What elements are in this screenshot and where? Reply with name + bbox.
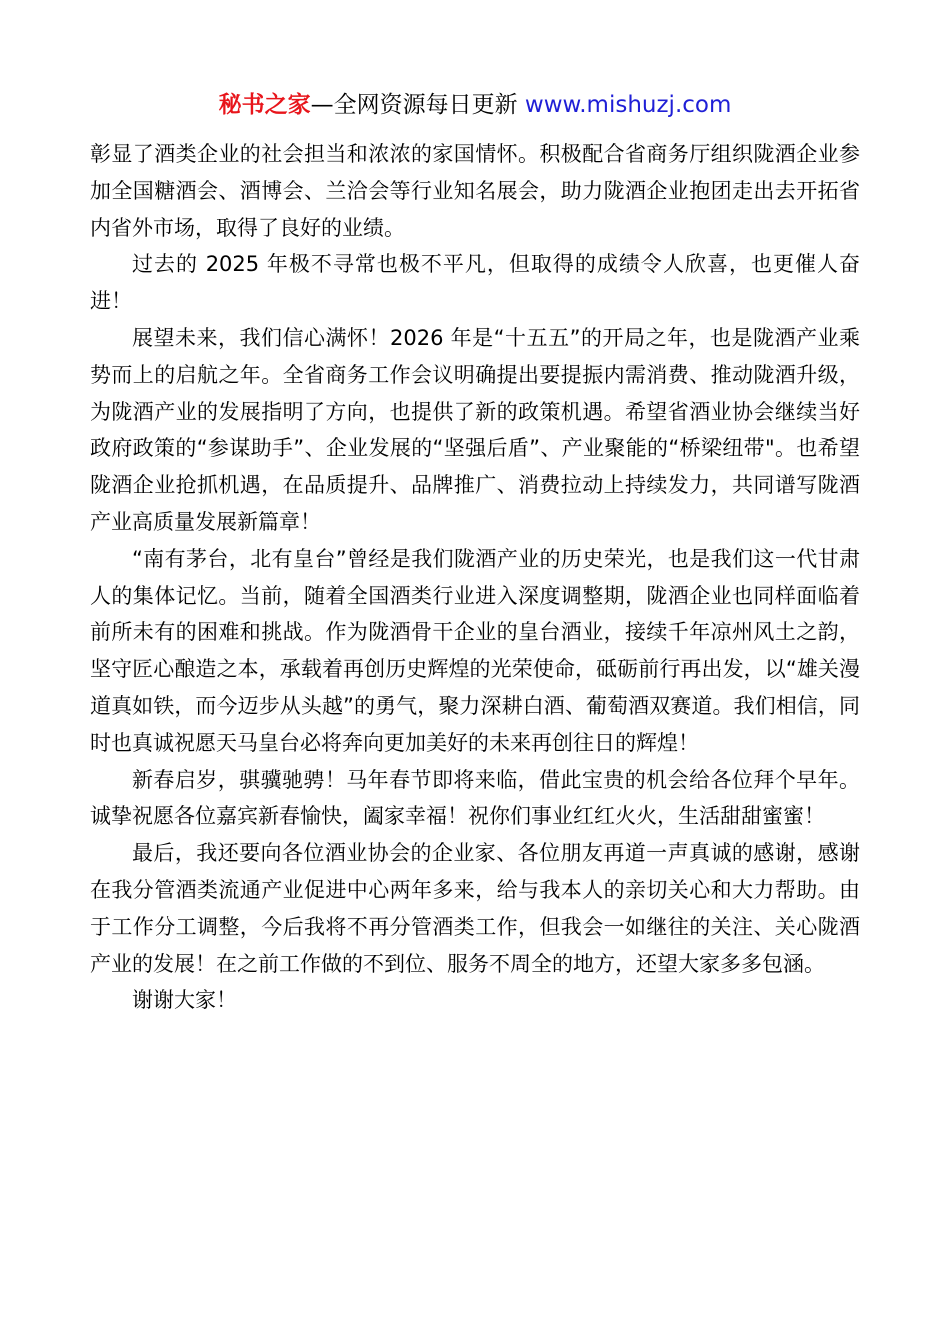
header-tagline: —全网资源每日更新: [310, 92, 525, 118]
brand-name: 秘书之家: [218, 92, 311, 118]
paragraph: 新春启岁，骐骥驰骋！马年春节即将来临，借此宝贵的机会给各位拜个早年。诚挚祝愿各位嘉宾新春愉快，阖家幸福！祝你们事业红红火火，生活甜甜蜜蜜！: [90, 767, 860, 829]
paragraph: 展望未来，我们信心满怀！2026 年是“十五五”的开局之年，也是陇酒产业乘势而上的启航之年。全省商务工作会议明确提出要提振内需消费、推动陇酒升级，为陇酒产业的发展指明了方向，也提供了新的政策机遇。希望省酒业协会继续当好政府政策的“参谋助手”、企业发展的“坚强后盾”、产业聚能的“桥梁纽带"。也希望陇酒企业抢抓机遇，在品质提升、品牌推广、消费拉动上持续发力，共同谱写陇酒产业高质量发展新篇章！: [90, 325, 860, 534]
paragraph: 彰显了酒类企业的社会担当和浓浓的家国情怀。积极配合省商务厅组织陇酒企业参加全国糖酒会、酒博会、兰洽会等行业知名展会，助力陇酒企业抱团走出去开拓省内省外市场，取得了良好的业绩。: [90, 142, 860, 240]
paragraph: “南有茅台，北有皇台”曾经是我们陇酒产业的历史荣光，也是我们这一代甘肃人的集体记忆。当前，随着全国酒类行业进入深度调整期，陇酒企业也同样面临着前所未有的困难和挑战。作为陇酒骨干企业的皇台酒业，接续千年凉州风土之韵，坚守匠心酿造之本，承载着再创历史辉煌的光荣使命，砥砺前行再出发，以“雄关漫道真如铁，而今迈步从头越”的勇气，聚力深耕白酒、葡萄酒双赛道。我们相信，同时也真诚祝愿天马皇台必将奔向更加美好的未来再创往日的辉煌！: [90, 546, 860, 755]
page-header: [0, 88, 950, 122]
paragraph: 最后，我还要向各位酒业协会的企业家、各位朋友再道一声真诚的感谢，感谢在我分管酒类流通产业促进中心两年多来，给与我本人的亲切关心和大力帮助。由于工作分工调整，今后我将不再分管酒类工作，但我会一如继往的关注、关心陇酒产业的发展！在之前工作做的不到位、服务不周全的地方，还望大家多多包涵。: [90, 841, 860, 976]
document-body: [90, 136, 860, 1019]
paragraph: 过去的 2025 年极不寻常也极不平凡，但取得的成绩令人欣喜，也更催人奋进！: [90, 252, 860, 314]
website-link[interactable]: www.mishuzj.com: [524, 92, 732, 118]
closing-line: 谢谢大家！: [132, 988, 237, 1013]
